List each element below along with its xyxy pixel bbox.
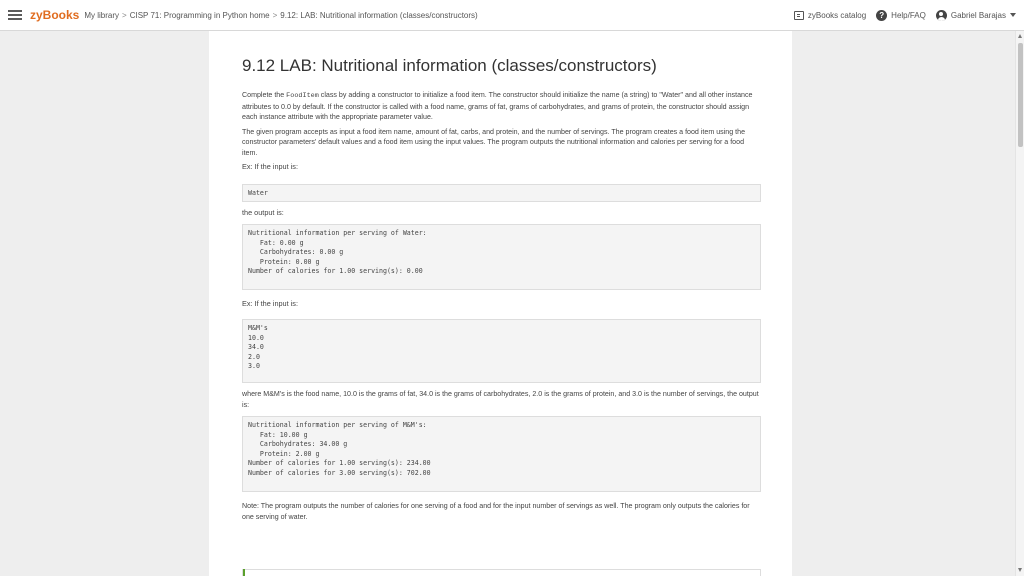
user-name: Gabriel Barajas xyxy=(950,10,1006,20)
class-name-code: FoodItem xyxy=(286,92,319,100)
example-1-label: Ex: If the input is: xyxy=(242,162,298,171)
breadcrumb-current-section: 9.12: LAB: Nutritional information (classes/constructors) xyxy=(280,10,478,20)
breadcrumb-separator: > xyxy=(272,10,278,20)
top-right-menu xyxy=(784,10,1016,21)
page-title: 9.12 LAB: Nutritional information (classes/constructors) xyxy=(242,56,657,75)
breadcrumb xyxy=(84,11,477,20)
book-icon xyxy=(794,11,804,20)
intro-text-pre: Complete the xyxy=(242,91,287,99)
scroll-down-arrow-icon[interactable] xyxy=(1018,568,1022,572)
brand-logo[interactable]: zyBooks xyxy=(30,8,80,22)
page-scrollbar[interactable] xyxy=(1015,31,1024,576)
top-navigation-bar xyxy=(0,0,1024,31)
lab-page xyxy=(209,31,792,576)
lab-content xyxy=(242,31,761,531)
breadcrumb-my-library[interactable]: My library xyxy=(84,10,120,20)
scroll-thumb[interactable] xyxy=(1018,43,1023,147)
code-editor-top[interactable] xyxy=(242,569,761,576)
example-1-output-label: the output is: xyxy=(242,208,284,217)
question-circle-icon: ? xyxy=(876,10,887,21)
program-description: The given program accepts as input a food item name, amount of fat, carbs, and protein, and the number of servings. The program creates a food item using the constructor parameters' default values and a food item using the input values. The program outputs the nutritional information and calories per serving for a food item. xyxy=(242,127,746,157)
example-2-label: Ex: If the input is: xyxy=(242,299,298,308)
user-circle-icon xyxy=(936,10,947,21)
zybooks-catalog-label: zyBooks catalog xyxy=(807,10,867,20)
lab-id-watermark xyxy=(242,526,761,531)
example-1-output: Nutritional information per serving of Water: Fat: 0.00 g Carbohydrates: 0.00 g Protein: 0.00 g Number of calories for 1.00 serving(s): 0.00 xyxy=(242,224,761,290)
example-2-input: M&M's 10.0 34.0 2.0 3.0 xyxy=(242,319,761,383)
hamburger-icon[interactable] xyxy=(8,10,22,20)
scroll-up-arrow-icon[interactable] xyxy=(1018,34,1022,38)
help-faq-link[interactable] xyxy=(876,10,926,21)
example-2-output: Nutritional information per serving of M&M's: Fat: 10.00 g Carbohydrates: 34.00 g Protein: 2.00 g Number of calories for 1.00 serving(s): 234.00 Number of calories for 3.00 serving(s): 702.00 xyxy=(242,416,761,492)
example-2-description: where M&M's is the food name, 10.0 is the grams of fat, 34.0 is the grams of carbohydrates, 2.0 is the grams of protein, and 3.0 is the number of servings, the output is: xyxy=(242,390,759,409)
breadcrumb-course-home[interactable]: CISP 71: Programming in Python home xyxy=(129,10,270,20)
intro-text-post: class by adding a constructor to initialize a food item. The constructor should initialize the name (a string) to "Water" and all other instance attributes to 0.0 by default. If the constructor is called with a food name, grams of fat, grams of carbohydrates, and grams of protein, the constructor should assign each instance attribute with the appropriate parameter value. xyxy=(242,91,753,121)
help-faq-label: Help/FAQ xyxy=(891,10,926,20)
user-menu[interactable] xyxy=(936,10,1016,21)
caret-down-icon xyxy=(1010,13,1016,17)
intro-paragraph xyxy=(242,90,761,123)
note-text: Note: The program outputs the number of calories for one serving of a food and for the input number of servings as well. The program only outputs the calories for one serving of water. xyxy=(242,502,750,521)
example-1-input: Water xyxy=(242,184,761,202)
breadcrumb-separator: > xyxy=(122,10,127,20)
zybooks-catalog-link[interactable] xyxy=(794,11,866,20)
